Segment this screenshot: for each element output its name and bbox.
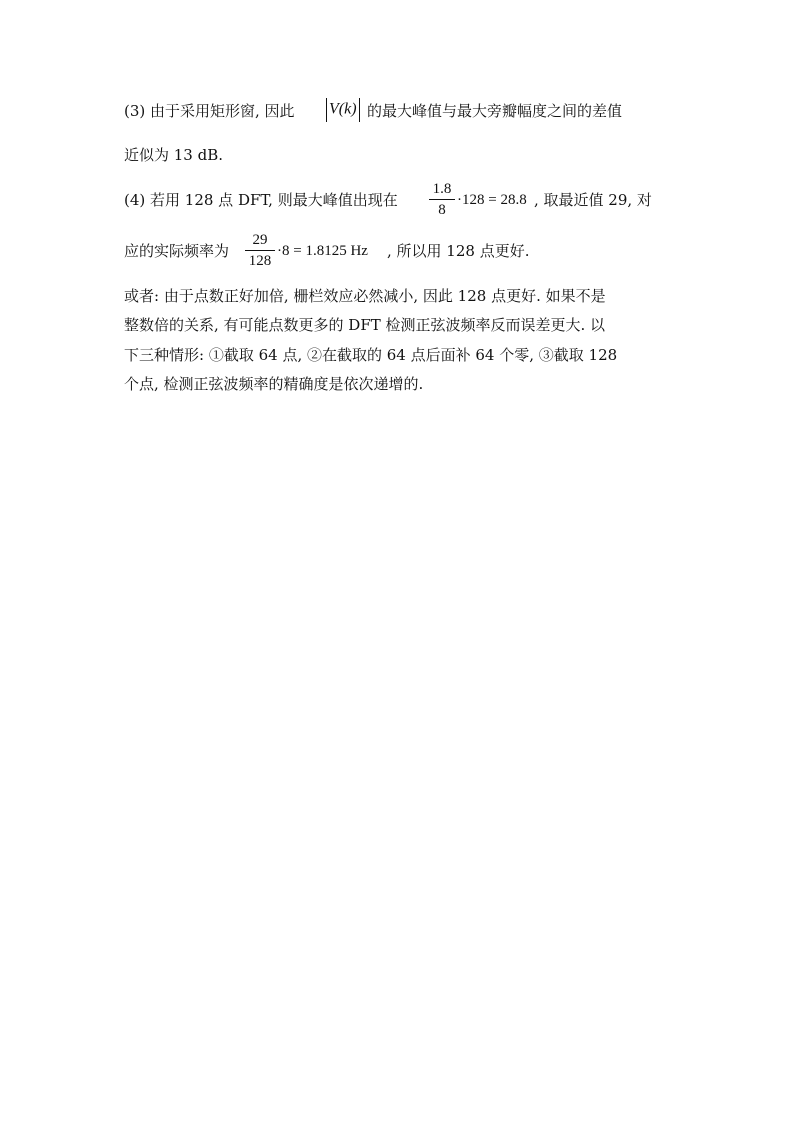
frac2-bar bbox=[245, 250, 275, 251]
item3-math: V(k) bbox=[329, 100, 357, 118]
item4-expr1: ·128 = 28.8 bbox=[457, 192, 527, 208]
item4-line2-prefix: 应的实际频率为 bbox=[124, 242, 230, 260]
frac1-bar bbox=[429, 199, 455, 200]
alt-line1: 或者: 由于点数正好加倍, 栅栏效应必然减小, 因此 128 点更好. 如果不是 bbox=[124, 287, 606, 305]
frac1-denominator: 8 bbox=[438, 202, 446, 218]
alt-line2: 整数倍的关系, 有可能点数更多的 DFT 检测正弦波频率反而误差更大. 以 bbox=[124, 316, 606, 334]
item4-suffix: , 取最近值 29, 对 bbox=[534, 191, 652, 209]
item4-expr2: ·8 = 1.8125 Hz bbox=[277, 243, 368, 259]
item4-prefix: (4) 若用 128 点 DFT, 则最大峰值出现在 bbox=[124, 191, 398, 209]
fraction-1-8-over-8 bbox=[429, 180, 455, 219]
item3-line1-suffix bbox=[367, 100, 622, 122]
alt-line4: 个点, 检测正弦波频率的精确度是依次递增的. bbox=[124, 375, 424, 393]
abs-bar-left bbox=[326, 98, 327, 122]
frac2-denominator: 128 bbox=[248, 253, 272, 269]
item3-suffix: 的最大峰值与最大旁瓣幅度之间的差值 bbox=[367, 102, 623, 120]
item3-line1 bbox=[124, 100, 295, 122]
item3-prefix: (3) 由于采用矩形窗, 因此 bbox=[124, 102, 295, 120]
abs-bar-right bbox=[359, 98, 360, 122]
fraction-29-over-128 bbox=[245, 231, 275, 270]
item3-line2: 近似为 13 dB. bbox=[124, 146, 224, 164]
alt-line3: 下三种情形: ①截取 64 点, ②在截取的 64 点后面补 64 个零, ③截取 128 bbox=[124, 346, 618, 364]
item4-line2-suffix: , 所以用 128 点更好. bbox=[387, 242, 530, 260]
frac1-numerator: 1.8 bbox=[432, 181, 452, 197]
frac2-numerator: 29 bbox=[252, 232, 268, 248]
item3-math-abs-vk bbox=[324, 98, 362, 122]
